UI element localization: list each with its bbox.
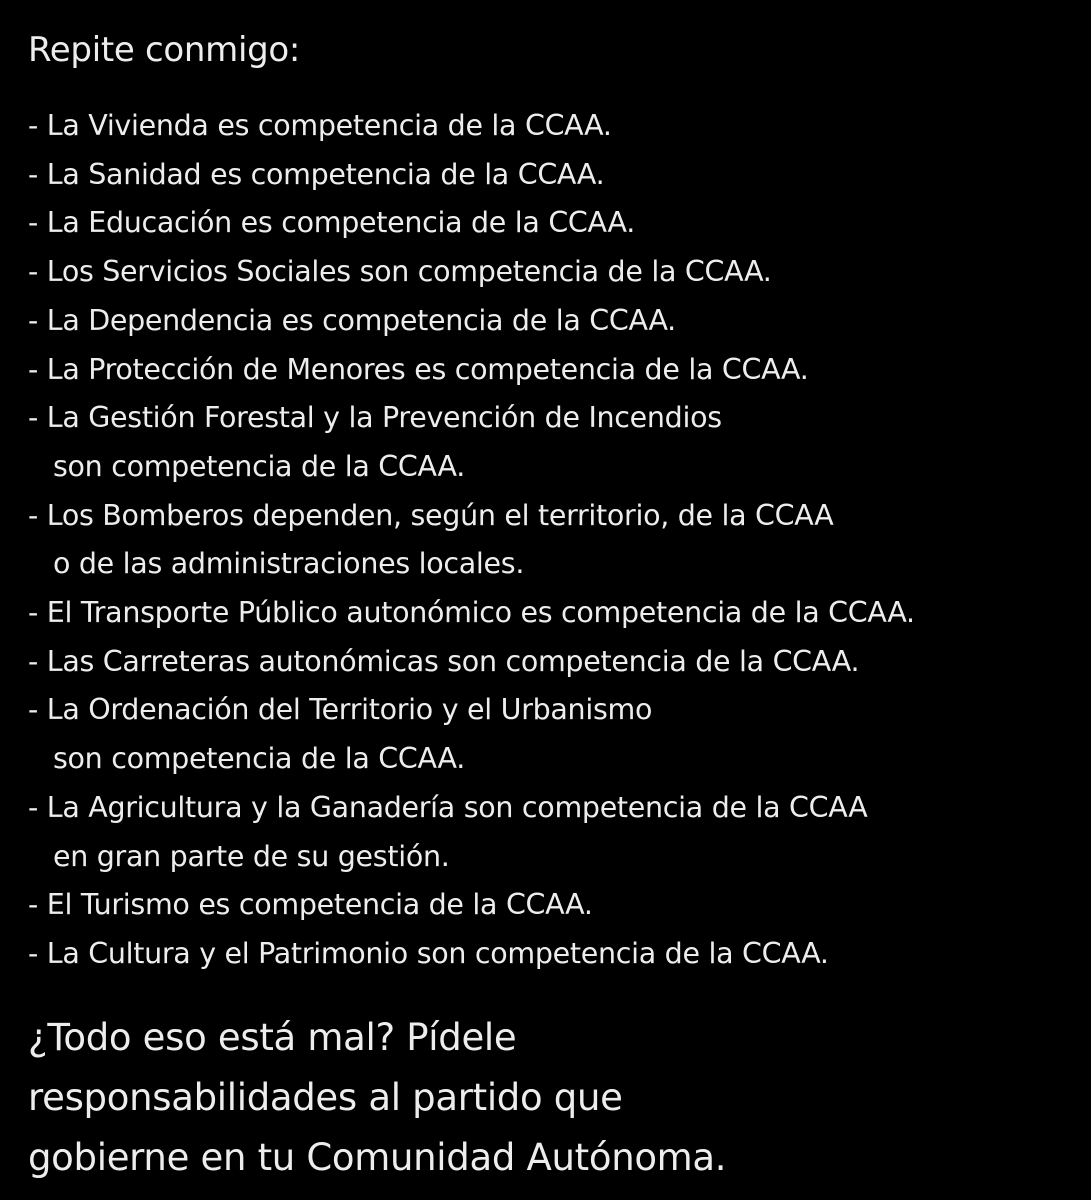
- closing-line: responsabilidades al partido que: [28, 1076, 623, 1119]
- list-item: [28, 394, 915, 491]
- list-item-continuation: son competencia de la CCAA.: [53, 742, 465, 776]
- closing-line: gobierne en tu Comunidad Autónoma.: [28, 1136, 727, 1179]
- list-item: [28, 297, 915, 346]
- list-item: [28, 589, 915, 638]
- list-item: [28, 346, 915, 395]
- list-item: [28, 686, 915, 783]
- list-item-text: - La Agricultura y la Ganadería son competencia de la CCAA: [28, 790, 868, 824]
- list-item-continuation: son competencia de la CCAA.: [53, 449, 465, 483]
- list-item-text: - La Educación es competencia de la CCAA.: [28, 206, 635, 240]
- list-item-text: - La Dependencia es competencia de la CCAA.: [28, 303, 676, 337]
- list-item-continuation: en gran parte de su gestión.: [53, 839, 450, 873]
- list-item-text: - La Cultura y el Patrimonio son competencia de la CCAA.: [28, 936, 829, 970]
- list-item-text: - La Ordenación del Territorio y el Urbanismo: [28, 693, 653, 727]
- list-item-text: - Las Carreteras autonómicas son competencia de la CCAA.: [28, 644, 860, 678]
- closing-statement: [28, 1008, 726, 1188]
- list-item-text: - La Gestión Forestal y la Prevención de Incendios: [28, 401, 722, 435]
- list-item-text: - Los Bomberos dependen, según el territorio, de la CCAA: [28, 498, 834, 532]
- list-item-text: - El Transporte Público autonómico es competencia de la CCAA.: [28, 596, 915, 630]
- list-item: [28, 102, 915, 151]
- list-item-text: - El Turismo es competencia de la CCAA.: [28, 888, 593, 922]
- list-item-text: - La Vivienda es competencia de la CCAA.: [28, 109, 612, 142]
- heading: Repite conmigo:: [28, 30, 301, 70]
- list-item-text: - La Sanidad es competencia de la CCAA.: [28, 157, 605, 191]
- list-item: [28, 151, 915, 200]
- list-item: [28, 930, 915, 979]
- list-item-text: - Los Servicios Sociales son competencia de la CCAA.: [28, 255, 772, 289]
- closing-line: ¿Todo eso está mal? Pídele: [28, 1016, 517, 1059]
- list-item: [28, 638, 915, 687]
- list-item: [28, 784, 915, 881]
- list-item: [28, 248, 915, 297]
- list-item: [28, 881, 915, 930]
- list-item-text: - La Protección de Menores es competencia de la CCAA.: [28, 352, 809, 386]
- list-item: [28, 492, 915, 589]
- list-item-continuation: o de las administraciones locales.: [53, 547, 525, 581]
- competencies-list: [28, 102, 915, 979]
- list-item: [28, 199, 915, 248]
